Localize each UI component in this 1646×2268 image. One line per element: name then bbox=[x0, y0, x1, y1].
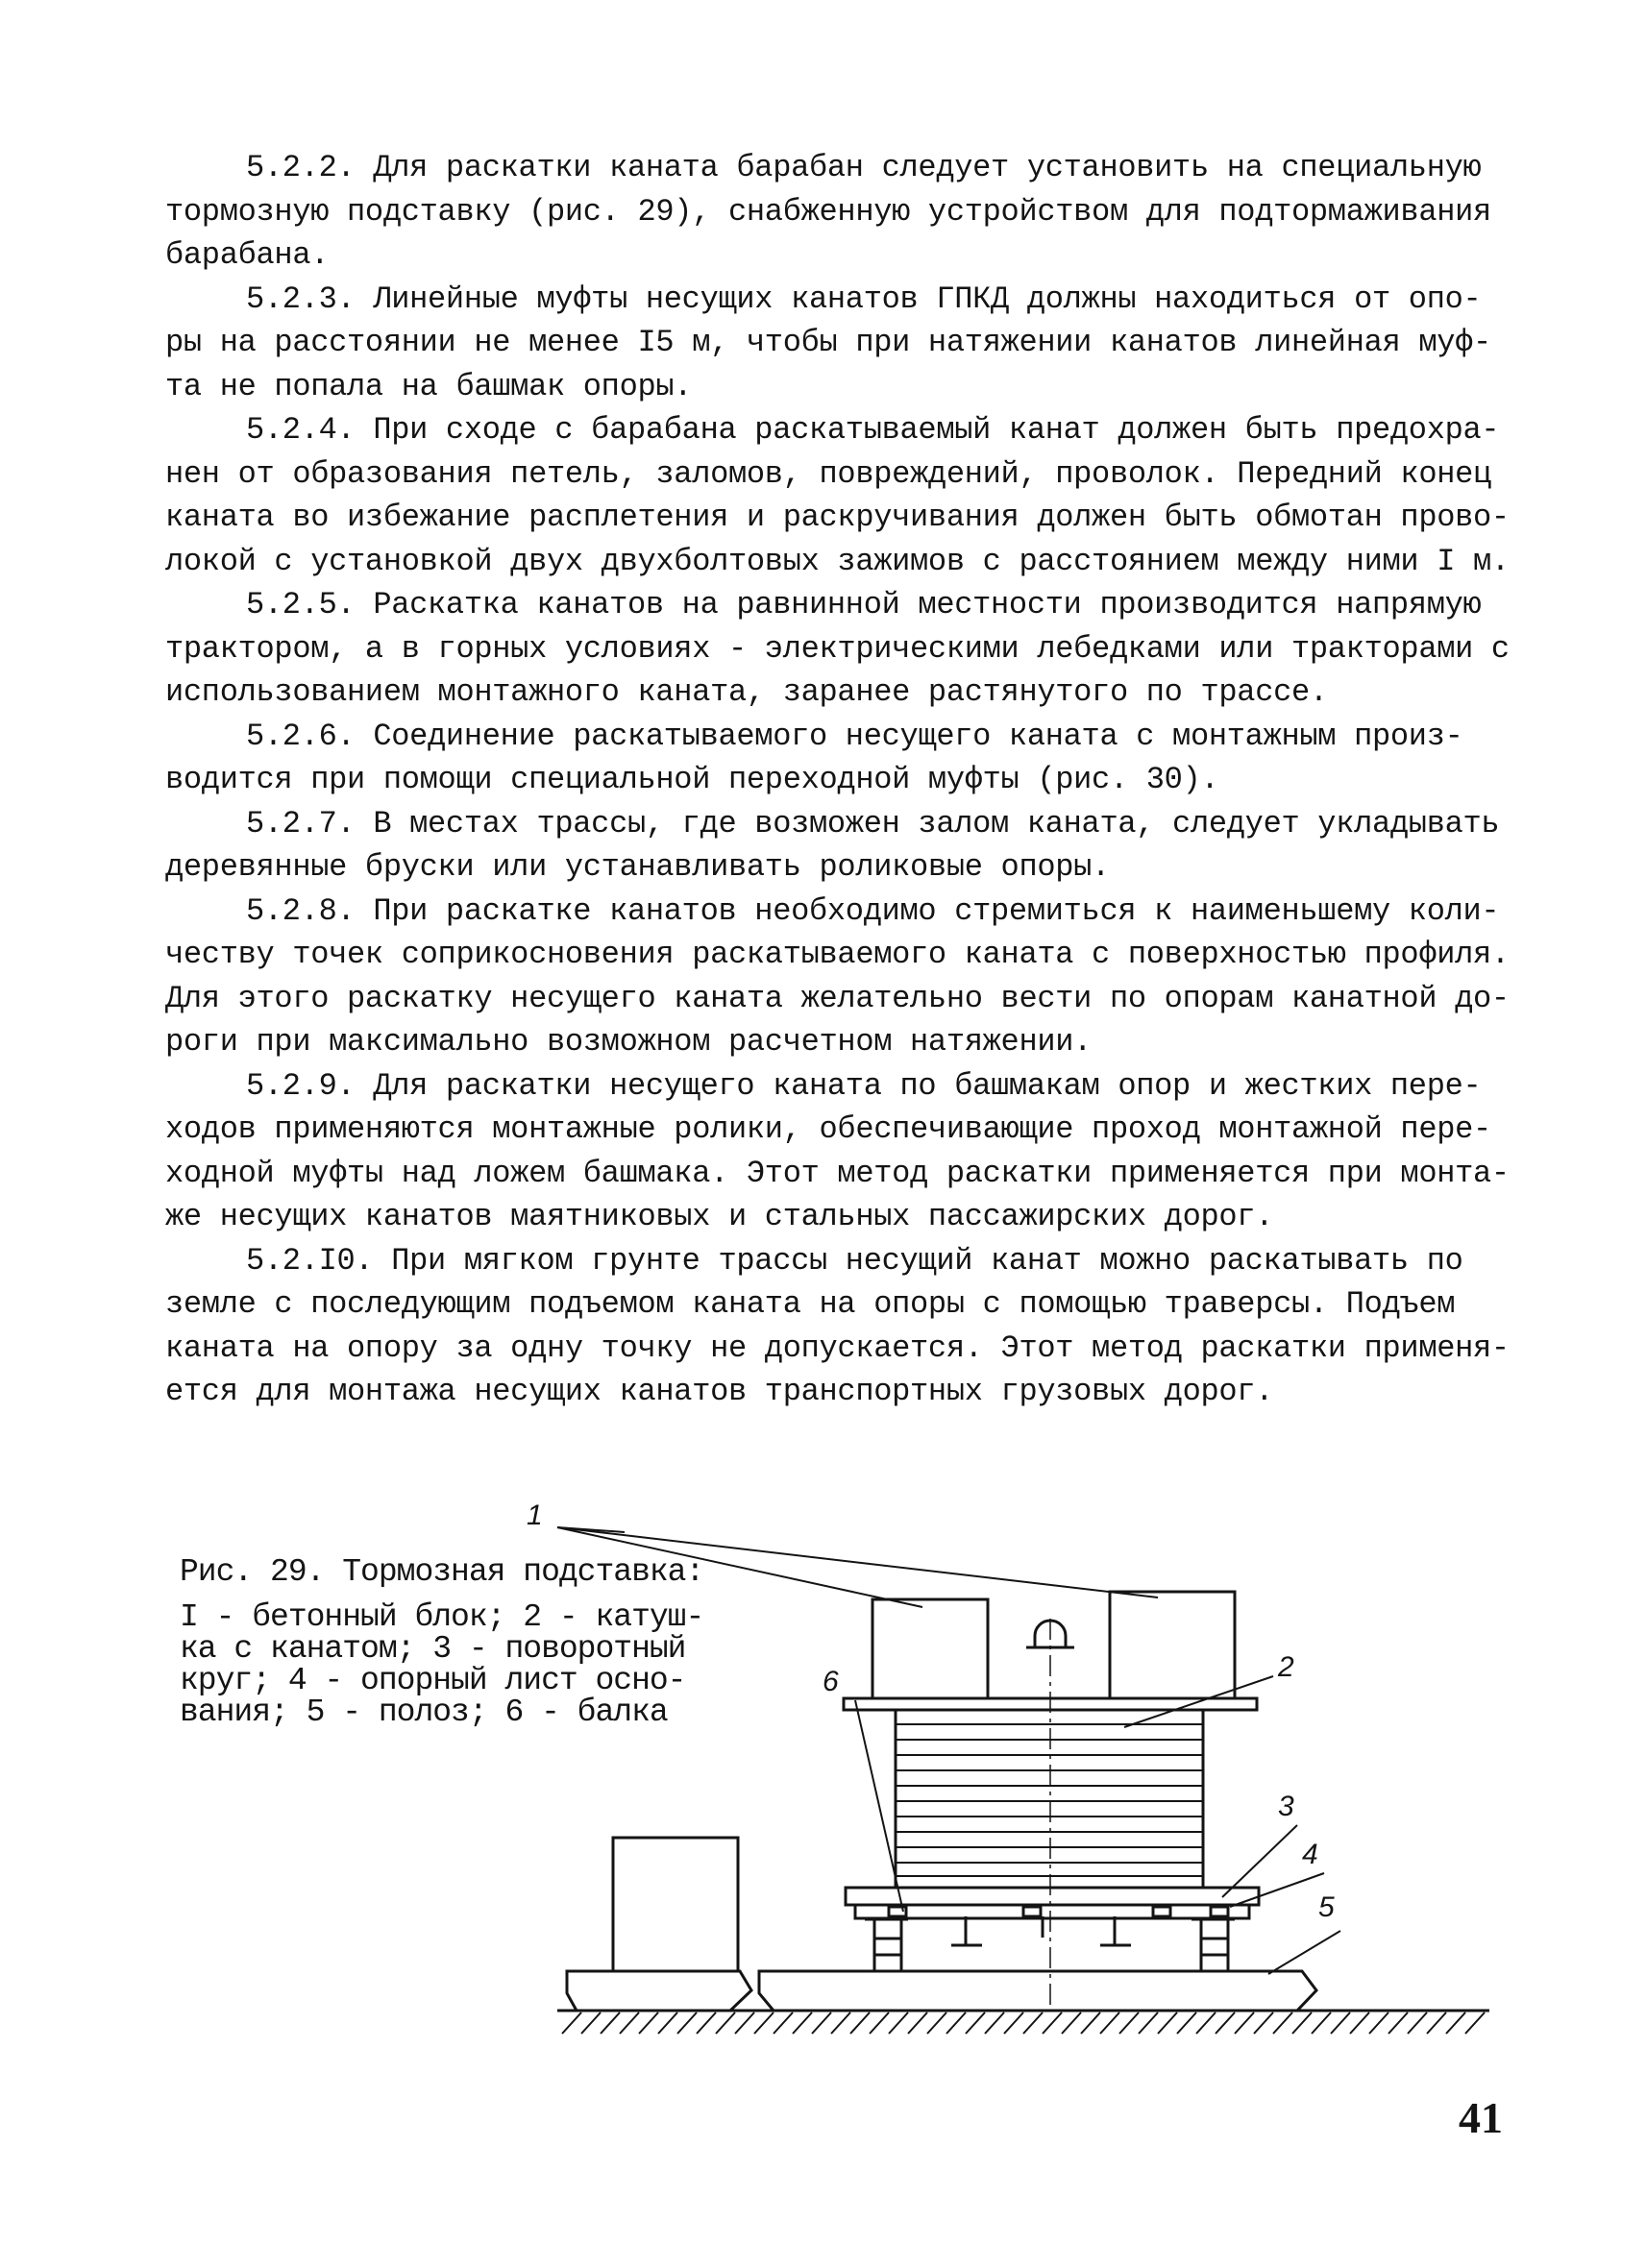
callout-4: 4 bbox=[1302, 1839, 1318, 1870]
paragraph-line: 5.2.3. Линейные муфты несущих канатов ГПКД должны находиться от опо- bbox=[246, 280, 1482, 317]
paragraph-line: каната во избежание расплетения и раскручивания должен быть обмотан прово- bbox=[165, 500, 1510, 535]
paragraph-5-2-8 bbox=[165, 890, 1510, 1064]
paragraph-line: тормозную подставку (рис. 29), снабженную устройством для подтормаживания bbox=[165, 193, 1491, 230]
paragraph-5-2-6 bbox=[165, 715, 1501, 802]
paragraph-5-2-5 bbox=[165, 583, 1510, 715]
paragraph-line: ры на расстоянии не менее I5 м, чтобы при натяжении канатов линейная муф- bbox=[165, 325, 1491, 360]
paragraph-5-2-3 bbox=[165, 278, 1501, 409]
paragraph-line: честву точек соприкосновения раскатываемого каната с поверхностью профиля. bbox=[165, 937, 1510, 972]
paragraph-line: каната на опору за одну точку не допускается. Этот метод раскатки применя- bbox=[165, 1329, 1510, 1366]
cable-reel bbox=[896, 1710, 1203, 1888]
callout-6: 6 bbox=[823, 1666, 839, 1697]
paragraph-5-2-2 bbox=[165, 146, 1501, 278]
figure-caption-line: ка с канатом; 3 - поворотный bbox=[180, 1631, 686, 1667]
figure-caption-line: I - бетонный блок; 2 - катуш- bbox=[180, 1599, 704, 1635]
paragraph-line: нен от образования петель, заломов, повреждений, проволок. Передний конец bbox=[165, 455, 1491, 492]
paragraph-line: ется для монтажа несущих канатов транспортных грузовых дорог. bbox=[165, 1374, 1274, 1409]
paragraph-line: 5.2.8. При раскатке канатов необходимо стремиться к наименьшему коли- bbox=[246, 892, 1500, 929]
paragraph-line: же несущих канатов маятниковых и стальных пассажирских дорог. bbox=[165, 1199, 1274, 1234]
concrete-block bbox=[613, 1838, 738, 1971]
figure-caption-title: Рис. 29. Тормозная подставка: bbox=[180, 1554, 704, 1590]
ground-hatching bbox=[557, 2011, 1489, 2034]
callout-1: 1 bbox=[527, 1500, 543, 1531]
paragraph-line: земле с последующим подъемом каната на опоры с помощью траверсы. Подъем bbox=[165, 1286, 1456, 1322]
paragraph-line: 5.2.2. Для раскатки каната барабан следует установить на специальную bbox=[246, 150, 1482, 185]
paragraph-line: трактором, а в горных условиях - электрическими лебедками или тракторами с bbox=[165, 630, 1510, 667]
callout-3: 3 bbox=[1278, 1791, 1294, 1822]
paragraph-line: та не попала на башмак опоры. bbox=[165, 368, 693, 404]
paragraph-line: ходной муфты над ложем башмака. Этот метод раскатки применяется при монта- bbox=[165, 1155, 1510, 1191]
page-number: 41 bbox=[1459, 2093, 1503, 2142]
paragraph-line: локой с установкой двух двухболтовых зажимов с расстоянием между ними I м. bbox=[165, 543, 1510, 579]
figure-caption-line: вания; 5 - полоз; 6 - балка bbox=[180, 1695, 668, 1730]
paragraph-line: 5.2.4. При сходе с барабана раскатываемый канат должен быть предохра- bbox=[246, 412, 1500, 448]
paragraph-line: 5.2.6. Соединение раскатываемого несущего каната с монтажным произ- bbox=[246, 718, 1463, 754]
brake-stand-drawing bbox=[527, 1494, 1499, 2089]
callout-2: 2 bbox=[1278, 1651, 1294, 1683]
body-text bbox=[165, 146, 1510, 1414]
paragraph-line: водится при помощи специальной переходной муфты (рис. 30). bbox=[165, 762, 1219, 797]
paragraph-5-2-9 bbox=[165, 1064, 1510, 1239]
paragraph-line: ходов применяются монтажные ролики, обеспечивающие проход монтажной пере- bbox=[165, 1111, 1491, 1147]
paragraph-line: барабана. bbox=[165, 237, 330, 273]
paragraph-line: использованием монтажного каната, заранее растянутого по трассе. bbox=[165, 674, 1328, 710]
paragraph-line: 5.2.5. Раскатка канатов на равнинной местности производится напрямую bbox=[246, 587, 1482, 622]
paragraph-line: 5.2.9. Для раскатки несущего каната по башмакам опор и жестких пере- bbox=[246, 1067, 1482, 1104]
paragraph-line: Для этого раскатку несущего каната желательно вести по опорам канатной до- bbox=[165, 980, 1510, 1016]
paragraph-5-2-10 bbox=[165, 1239, 1510, 1414]
base-plate bbox=[846, 1888, 1259, 1918]
callout-5: 5 bbox=[1318, 1891, 1335, 1923]
paragraph-line: 5.2.I0. При мягком грунте трассы несущий канат можно раскатывать по bbox=[246, 1242, 1463, 1279]
figure-caption-line: круг; 4 - опорный лист осно- bbox=[180, 1663, 686, 1698]
paragraph-line: 5.2.7. В местах трассы, где возможен залом каната, следует укладывать bbox=[246, 805, 1500, 841]
concrete-block bbox=[872, 1599, 988, 1698]
paragraph-5-2-7 bbox=[165, 802, 1501, 890]
skid bbox=[567, 1971, 1316, 2011]
paragraph-line: роги при максимально возможном расчетном натяжении. bbox=[165, 1024, 1093, 1060]
concrete-block bbox=[1110, 1592, 1235, 1698]
paragraph-5-2-4 bbox=[165, 408, 1510, 583]
paragraph-line: деревянные бруски или устанавливать роликовые опоры. bbox=[165, 849, 1110, 885]
